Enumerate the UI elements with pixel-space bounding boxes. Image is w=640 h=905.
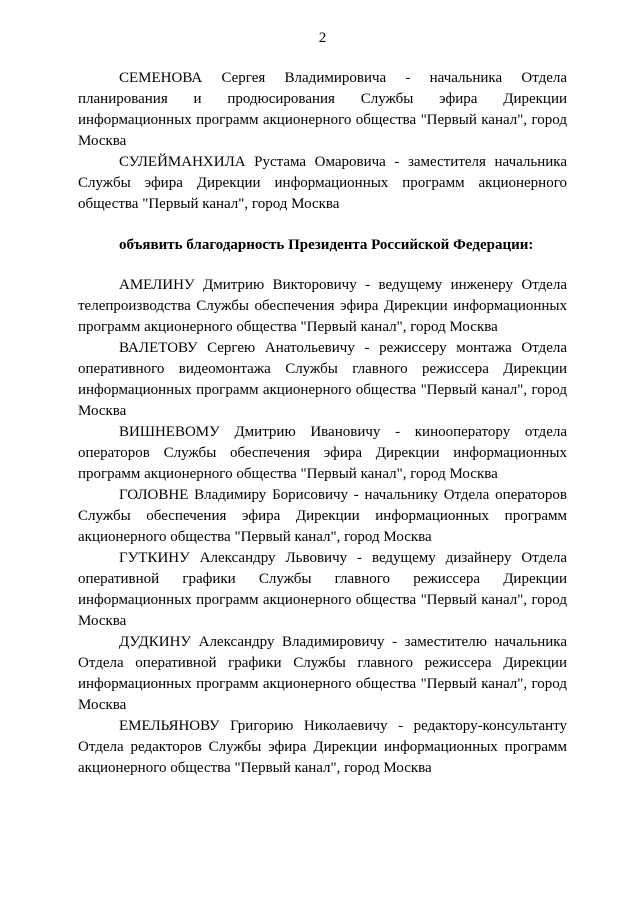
award-entry: ВИШНЕВОМУ Дмитрию Ивановичу - кинооператору отдела операторов Службы обеспечения эфира Дирекции информационных программ акционерного общества "Первый канал", город Москва	[78, 424, 567, 482]
award-entry: ВАЛЕТОВУ Сергею Анатольевичу - режиссеру монтажа Отдела оперативного видеомонтажа Службы главного режиссера Дирекции информационных программ акционерного общества "Первый канал", город Москва	[78, 340, 567, 419]
award-entry: СУЛЕЙМАНХИЛА Рустама Омаровича - заместителя начальника Службы эфира Дирекции информационных программ акционерного общества "Первый канал", город Москва	[78, 154, 567, 212]
award-entry: ДУДКИНУ Александру Владимировичу - заместителю начальника Отдела оперативной графики Службы главного режиссера Дирекции информационных программ акционерного общества "Первый канал", город Москва	[78, 634, 567, 713]
page-number: 2	[318, 30, 327, 46]
award-entry: ГОЛОВНЕ Владимиру Борисовичу - начальнику Отдела операторов Службы обеспечения эфира Дирекции информационных программ акционерного общества "Первый канал", город Москва	[78, 487, 567, 545]
award-entry: СЕМЕНОВА Сергея Владимировича - начальника Отдела планирования и продюсирования Службы эфира Дирекции информационных программ акционерного общества "Первый канал", город Москва	[78, 70, 567, 149]
award-entry: ГУТКИНУ Александру Львовичу - ведущему дизайнеру Отдела оперативной графики Службы главного режиссера Дирекции информационных программ акционерного общества "Первый канал", город Москва	[78, 550, 567, 629]
section-heading: объявить благодарность Президента Российской Федерации:	[119, 237, 534, 253]
award-entry: ЕМЕЛЬЯНОВУ Григорию Николаевичу - редактору-консультанту Отдела редакторов Службы эфира Дирекции информационных программ акционерного общества "Первый канал", город Москва	[78, 718, 567, 776]
award-entry: АМЕЛИНУ Дмитрию Викторовичу - ведущему инженеру Отдела телепроизводства Службы обеспечения эфира Дирекции информационных программ акционерного общества "Первый канал", город Москва	[78, 277, 567, 335]
